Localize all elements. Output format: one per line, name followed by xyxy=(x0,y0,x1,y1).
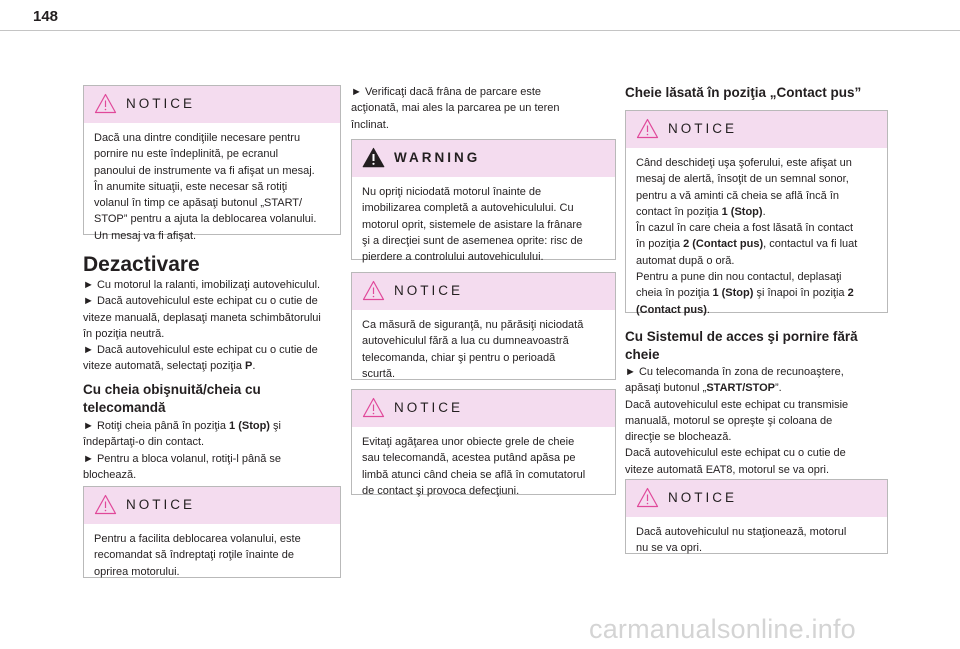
notice-header xyxy=(352,273,615,310)
text-line: STOP” pentru a ajuta la deblocarea volanului. xyxy=(94,213,317,226)
notice-body xyxy=(352,310,615,389)
caution-triangle-icon xyxy=(636,487,659,508)
warning-triangle-icon xyxy=(362,147,385,168)
text-line: panoului de instrumente va fi afişat un mesaj. xyxy=(94,164,315,177)
text-line xyxy=(83,358,341,374)
text-run: ► Rotiţi cheia până în poziţia xyxy=(83,420,230,432)
text-line: direcţie se blochează. xyxy=(625,431,732,444)
text-line: Pentru a facilita deblocarea volanului, este xyxy=(94,533,301,545)
notice-header xyxy=(352,390,615,427)
text-line: telecomanda, chiar şi pentru o perioadă xyxy=(362,351,556,364)
text-line: acţionată, mai ales la parcarea pe un teren xyxy=(351,102,560,115)
text-line: ► Verificaţi dacă frâna de parcare este xyxy=(351,86,542,98)
text-bold: P xyxy=(245,360,253,373)
text-bold: 1 (Stop) xyxy=(712,287,754,300)
caution-triangle-icon xyxy=(94,93,117,114)
text-line: Cu Sistemul de acces şi pornire fără xyxy=(625,329,858,344)
notice-header xyxy=(626,111,887,148)
text-line xyxy=(625,380,888,396)
text-line: viteze automată EAT8, motorul se va opri. xyxy=(625,463,829,476)
text-line: pornire nu este îndeplinită, pe ecranul xyxy=(94,148,279,161)
notice-label: NOTICE xyxy=(126,497,196,512)
caution-triangle-icon xyxy=(94,494,117,515)
text-run: . xyxy=(252,360,256,373)
text-line: blochează. xyxy=(83,468,137,481)
notice-header xyxy=(84,487,340,524)
text-run: ”. xyxy=(775,382,782,395)
text-line: de contact şi provoca defecţiuni. xyxy=(362,484,520,497)
text-line: ► Cu telecomanda în zona de recunoaştere, xyxy=(625,366,844,378)
notice-box xyxy=(83,85,341,242)
notice-box xyxy=(625,479,888,554)
text-line: Evitaţi agăţarea unor obiecte grele de cheie xyxy=(362,436,575,448)
text-run: cheia în poziţia xyxy=(636,287,713,300)
notice-label: NOTICE xyxy=(668,121,738,136)
text-line: ► Dacă autovehiculul este echipat cu o cutie de xyxy=(83,295,318,308)
text-bold: 1 (Stop) xyxy=(721,205,763,218)
text-line: pentru a vă aminti că cheia se află încă în xyxy=(636,189,840,202)
text-line: ► Cu motorul la ralanti, imobilizaţi autovehiculul. xyxy=(83,279,321,291)
text-line: imobilizarea completă a autovehiculului. Cu xyxy=(362,202,574,215)
text-line: Pentru a pune din nou contactul, deplasaţi xyxy=(636,271,842,284)
caution-triangle-icon xyxy=(362,397,385,418)
text-line: autovehiculul fără a lua cu dumneavoastră xyxy=(362,335,569,348)
text-bold: START/STOP xyxy=(706,382,775,395)
text-line: sau telecomandă, acestea putând apăsa pe xyxy=(362,452,576,465)
notice-box xyxy=(351,272,616,380)
notice-body xyxy=(84,123,340,251)
text-run: şi înapoi în poziţia xyxy=(753,287,848,300)
text-line: Cu cheia obişnuită/cheia cu xyxy=(83,382,261,397)
text-run: în poziţia xyxy=(636,238,684,251)
notice-header xyxy=(626,480,887,517)
text-line: nu se va opri. xyxy=(636,542,703,555)
key-steps xyxy=(83,418,341,483)
notice-label: NOTICE xyxy=(394,283,464,298)
text-bold: 1 (Stop) xyxy=(229,420,270,432)
text-line: Dacă autovehiculul este echipat cu transmisie xyxy=(625,398,849,411)
text-line: scurtă. xyxy=(362,367,396,380)
text-run: . xyxy=(706,303,710,316)
text-line xyxy=(636,236,877,252)
notice-label: NOTICE xyxy=(394,400,464,415)
caution-triangle-icon xyxy=(362,280,385,301)
text-bold: 2 xyxy=(847,287,854,300)
deactivate-steps xyxy=(83,277,341,375)
notice-body xyxy=(626,148,887,325)
text-line xyxy=(83,418,341,434)
text-line: ► Dacă autovehiculul este echipat cu o cutie de xyxy=(83,344,318,357)
text-line: Nu opriţi niciodată motorul înainte de xyxy=(362,186,542,198)
text-run: viteze automată, selectaţi poziţia xyxy=(83,360,246,373)
watermark: carmanualsonline.info xyxy=(589,614,856,644)
text-line: mesaj de alertă, însoţit de un semnal sonor, xyxy=(636,173,849,186)
text-line xyxy=(636,204,877,220)
notice-label: NOTICE xyxy=(126,96,196,111)
text-line: manuală, motorul se opreşte şi coloana de xyxy=(625,414,833,427)
notice-box xyxy=(351,389,616,495)
notice-body xyxy=(352,427,615,506)
text-line: înclinat. xyxy=(351,118,389,131)
caution-triangle-icon xyxy=(636,118,659,139)
text-line: pierdere a controlului autovehiculului. xyxy=(362,251,544,264)
text-line: automat după o oră. xyxy=(636,254,735,267)
subheading xyxy=(625,328,888,364)
text-line: Un mesaj va fi afişat. xyxy=(94,229,197,242)
text-bold: (Contact pus) xyxy=(636,303,707,316)
text-line: limbă atunci când cheia se află în comutatorul xyxy=(362,468,586,481)
text-line: cheie xyxy=(625,347,660,362)
parking-brake-step xyxy=(351,84,616,133)
keyless-steps xyxy=(625,364,888,478)
text-line: În cazul în care cheia a fost lăsată în contact xyxy=(636,222,854,235)
text-line: în poziţia neutră. xyxy=(83,327,165,340)
text-run: şi xyxy=(269,420,281,432)
warning-label: WARNING xyxy=(394,150,481,165)
notice-body xyxy=(84,524,340,587)
text-run: , contactul va fi luat xyxy=(763,238,858,251)
text-line: În anumite situaţii, este necesar să rotiţi xyxy=(94,180,288,193)
text-line: Dacă autovehiculul nu staţionează, motorul xyxy=(636,526,847,538)
warning-header xyxy=(352,140,615,177)
text-line: şi a direcţiei sunt de asemenea oprite: risc de xyxy=(362,234,583,247)
notice-box xyxy=(625,110,888,316)
text-line: îndepărtaţi-o din contact. xyxy=(83,436,205,449)
notice-label: NOTICE xyxy=(668,490,738,505)
section-heading: Dezactivare xyxy=(83,253,200,276)
warning-box xyxy=(351,139,616,264)
warning-body xyxy=(352,177,615,272)
top-rule xyxy=(0,30,960,31)
text-line: Ca măsură de siguranţă, nu părăsiţi niciodată xyxy=(362,319,584,331)
text-line: Când deschideţi uşa şoferului, este afişat un xyxy=(636,157,852,169)
text-line xyxy=(636,285,877,301)
text-bold: 2 (Contact pus) xyxy=(683,238,764,251)
text-line: oprirea motorului. xyxy=(94,565,180,578)
text-line: ► Pentru a bloca volanul, rotiţi-l până se xyxy=(83,452,281,465)
subheading: Cheie lăsată în poziţia „Contact pus” xyxy=(625,85,862,100)
text-line: volanul în timp ce apăsaţi butonul „START/ xyxy=(94,197,303,210)
text-line: telecomandă xyxy=(83,400,166,415)
text-run: . xyxy=(762,205,766,218)
text-line: Dacă una dintre condiţiile necesare pentru xyxy=(94,132,301,144)
notice-header xyxy=(84,86,340,123)
text-line: viteze manuală, deplasaţi maneta schimbătorului xyxy=(83,311,321,324)
text-line: Dacă autovehiculul este echipat cu o cutie de xyxy=(625,447,846,460)
notice-box xyxy=(83,486,341,578)
text-line: motorul oprit, sistemele de asistare la frânare xyxy=(362,218,583,231)
text-run: contact în poziţia xyxy=(636,205,722,218)
page-number: 148 xyxy=(33,8,59,25)
text-line: recomandat să îndreptaţi roţile înainte de xyxy=(94,549,294,562)
notice-body xyxy=(626,517,887,564)
text-line xyxy=(636,302,877,318)
text-run: apăsaţi butonul „ xyxy=(625,382,707,395)
subheading xyxy=(83,381,341,417)
